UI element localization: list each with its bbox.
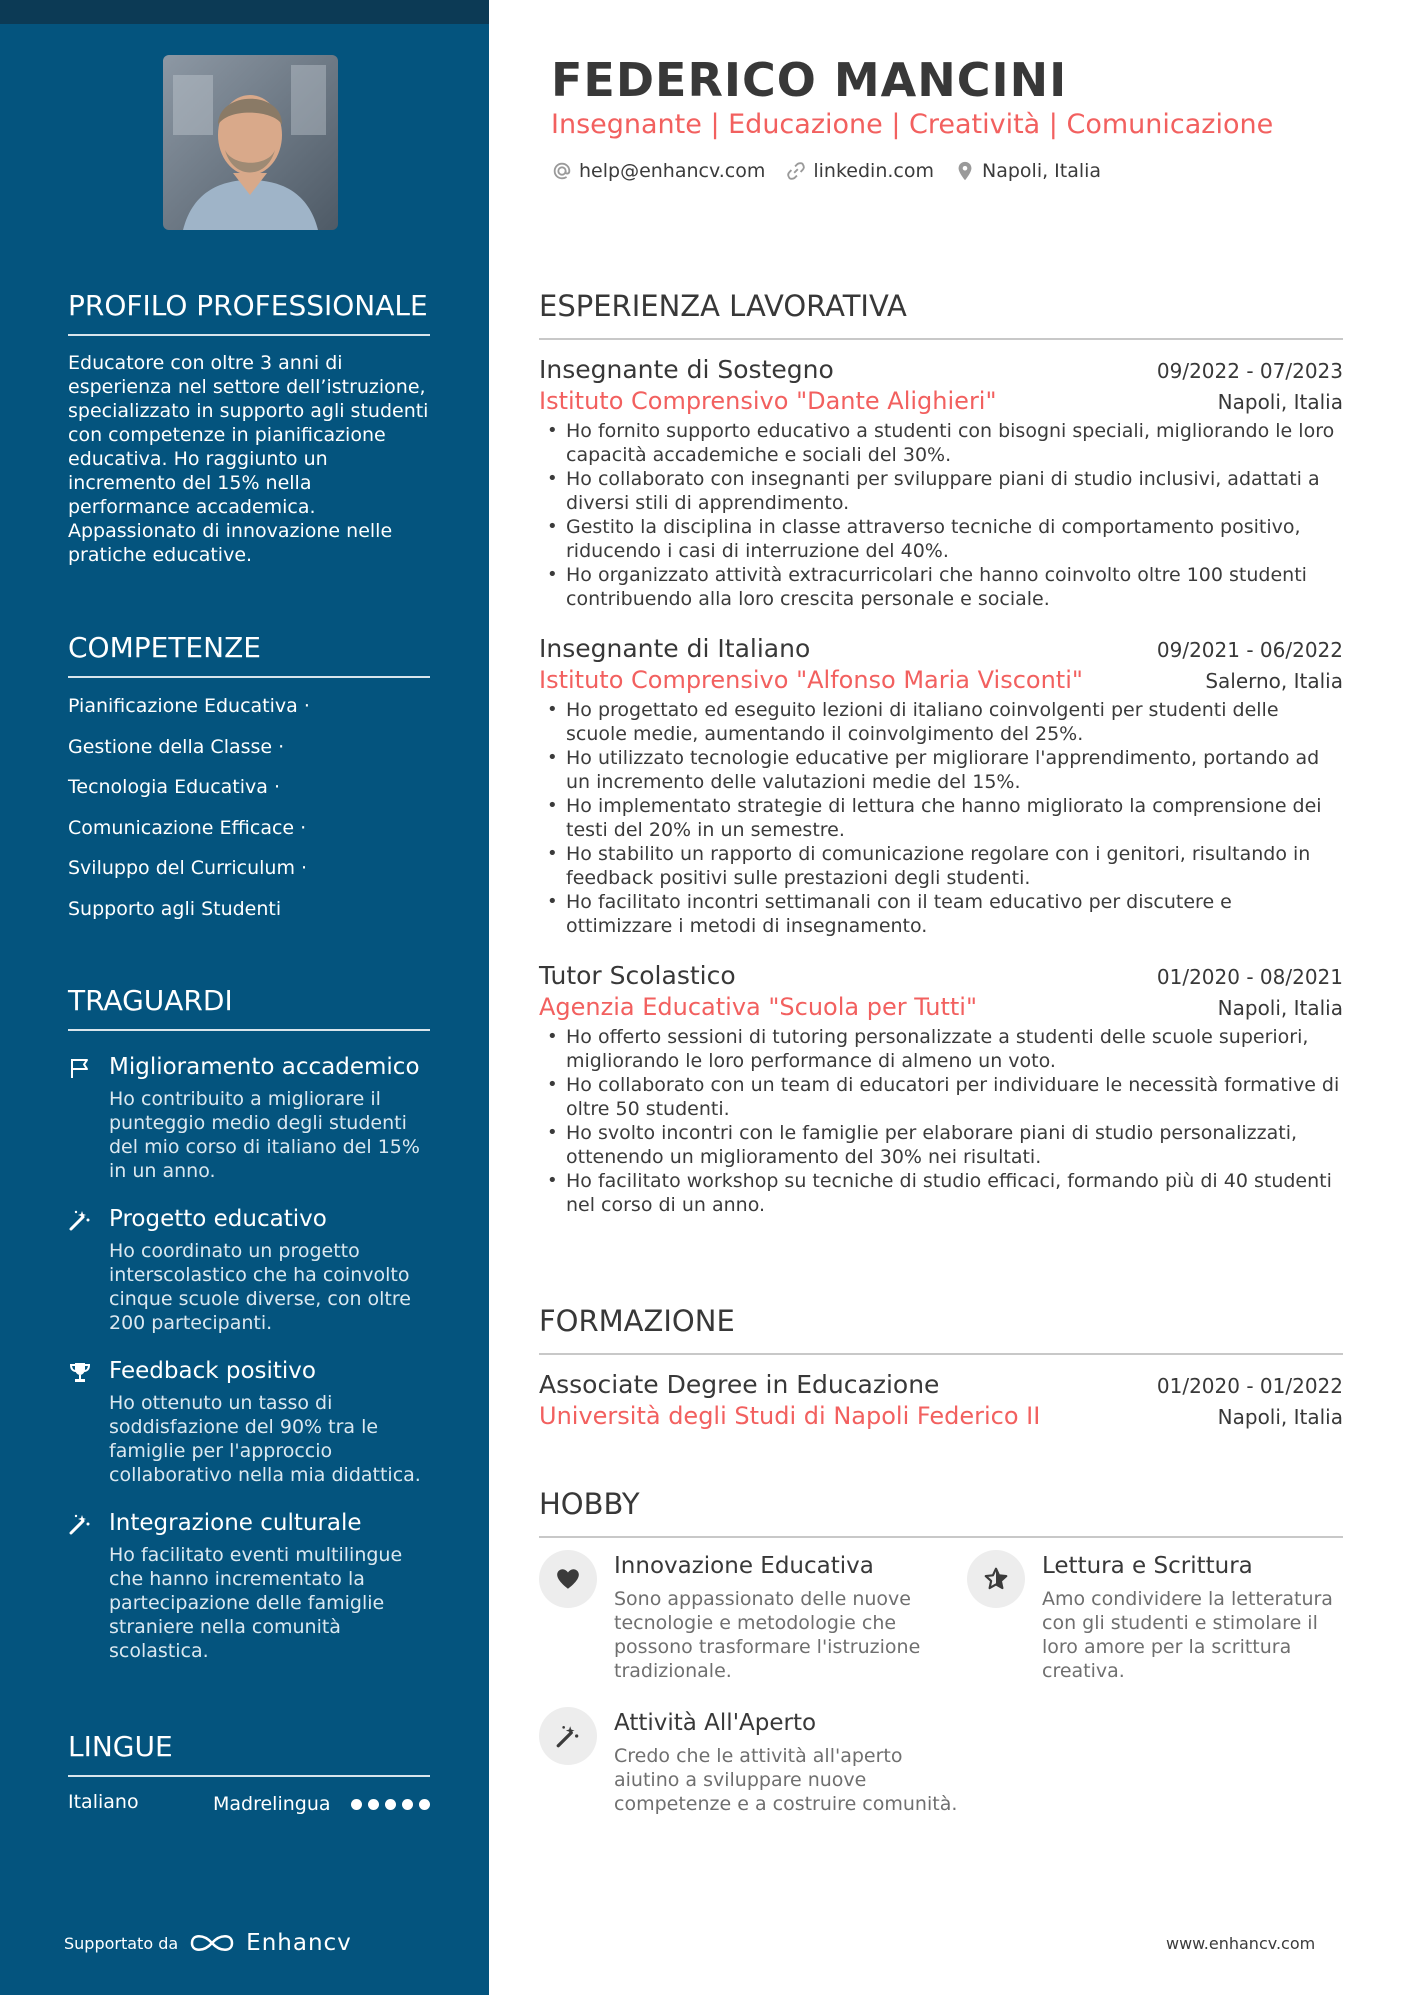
job-bullets <box>539 1025 1343 1217</box>
proficiency-dot <box>402 1799 413 1810</box>
job-bullet: • Ho offerto sessioni di tutoring personalizzate a studenti delle scuole superiori, migliorando le loro performance di almeno un voto. <box>539 1025 1343 1073</box>
achievement-item <box>68 1205 430 1335</box>
language-proficiency-dots <box>351 1799 430 1810</box>
achievement-item <box>68 1357 430 1487</box>
star-icon <box>983 1566 1009 1592</box>
job-company: Agenzia Educativa "Scuola per Tutti" <box>539 993 977 1021</box>
location-text: Napoli, Italia <box>982 160 1102 182</box>
job-bullet: • Ho facilitato incontri settimanali con il team educativo per discutere e ottimizzare i metodi di insegnamento. <box>539 890 1343 938</box>
divider <box>68 334 430 336</box>
magic-wand-icon <box>68 1512 92 1536</box>
job-bullet: • Ho organizzato attività extracurricolari che hanno coinvolto oltre 100 studenti contribuendo alla loro crescita personale e sociale. <box>539 563 1343 611</box>
powered-label: Supportato da <box>64 1933 179 1953</box>
link-icon <box>785 160 807 182</box>
job-dates: 01/2020 - 08/2021 <box>1156 965 1343 989</box>
hobbies-grid <box>539 1550 1343 1816</box>
job-location: Napoli, Italia <box>1217 996 1343 1020</box>
language-name: Italiano <box>68 1791 139 1813</box>
achievement-title: Integrazione culturale <box>109 1510 362 1536</box>
job-bullet: • Ho collaborato con un team di educatori per individuare le necessità formative di oltre 50 studenti. <box>539 1073 1343 1121</box>
skill-item: Supporto agli Studenti <box>68 897 282 920</box>
hobby-item <box>967 1550 1343 1683</box>
job-title: Insegnante di Sostegno <box>539 355 834 384</box>
hobby-description: Sono appassionato delle nuove tecnologie e metodologie che possono trasformare l'istruzione tradizionale. <box>614 1588 921 1682</box>
languages-section <box>68 1728 430 1821</box>
job-entry <box>539 960 1343 1217</box>
job-entry <box>539 354 1343 611</box>
sidebar <box>0 0 489 1995</box>
profile-photo <box>163 55 338 230</box>
contact-location <box>954 160 1101 182</box>
job-location: Napoli, Italia <box>1217 390 1343 414</box>
hobby-icon-circle <box>539 1550 597 1608</box>
profile-heading: PROFILO PROFESSIONALE <box>68 289 428 322</box>
degree-title: Associate Degree in Educazione <box>539 1370 940 1399</box>
achievement-title: Feedback positivo <box>109 1358 316 1384</box>
skill-item: Pianificazione Educativa · <box>68 695 310 717</box>
hobbies-heading: HOBBY <box>539 1487 640 1521</box>
job-bullet: • Gestito la disciplina in classe attraverso tecniche di comportamento positivo, riducendo i casi di interruzione del 40%. <box>539 515 1343 563</box>
job-bullet: • Ho facilitato workshop su tecniche di studio efficaci, formando più di 40 studenti nel corso di un anno. <box>539 1169 1343 1217</box>
skills-list <box>68 694 430 937</box>
candidate-name: FEDERICO MANCINI <box>551 53 1068 107</box>
proficiency-dot <box>368 1799 379 1810</box>
proficiency-dot <box>419 1799 430 1810</box>
achievements-section <box>68 982 430 1663</box>
education-entry <box>539 1369 1343 1431</box>
job-title: Tutor Scolastico <box>539 961 736 990</box>
experience-heading: ESPERIENZA LAVORATIVA <box>539 289 907 323</box>
hobby-title: Lettura e Scrittura <box>1042 1553 1253 1579</box>
profile-summary: Educatore con oltre 3 anni di esperienza nel settore dell’istruzione, specializzato in supporto agli studenti con competenze in pianificazione educativa. Ho raggiunto un incremento del 15% nella performance accademica. Appassionato di innovazione nelle pratiche educative. <box>68 352 429 566</box>
skill-item: Gestione della Classe · <box>68 735 285 758</box>
candidate-tagline: Insegnante | Educazione | Creatività | Comunicazione <box>551 109 1274 140</box>
achievement-title: Progetto educativo <box>109 1206 327 1232</box>
location-pin-icon <box>954 160 976 182</box>
contact-row <box>551 160 1101 182</box>
skills-section <box>68 629 430 937</box>
education-section <box>539 1303 1343 1431</box>
job-location: Salerno, Italia <box>1205 669 1343 693</box>
heart-icon <box>555 1566 581 1592</box>
job-entry <box>539 633 1343 938</box>
email-text: help@enhancv.com <box>579 160 766 182</box>
divider <box>539 1353 1343 1355</box>
job-bullet: • Ho fornito supporto educativo a studenti con bisogni speciali, migliorando le loro capacità accademiche e sociali del 30%. <box>539 419 1343 467</box>
magic-wand-icon <box>68 1208 92 1232</box>
hobby-item <box>539 1707 967 1816</box>
hobby-icon-circle <box>539 1707 597 1765</box>
skill-item: Tecnologia Educativa · <box>68 776 280 798</box>
skill-item: Comunicazione Efficace · <box>68 816 307 839</box>
hobby-description: Amo condividere la letteratura con gli studenti e stimolare il loro amore per la scrittura creativa. <box>1042 1588 1333 1682</box>
education-heading: FORMAZIONE <box>539 1304 735 1338</box>
school-name: Università degli Studi di Napoli Federico II <box>539 1402 1041 1430</box>
proficiency-dot <box>385 1799 396 1810</box>
divider <box>539 1536 1343 1538</box>
language-row <box>68 1791 430 1821</box>
footer-website[interactable]: www.enhancv.com <box>1166 1934 1316 1953</box>
job-bullet: • Ho utilizzato tecnologie educative per migliorare l'apprendimento, portando ad un incremento delle valutazioni medie del 15%. <box>539 746 1343 794</box>
job-bullets <box>539 419 1343 611</box>
flag-icon <box>68 1056 92 1080</box>
divider <box>68 1029 430 1031</box>
hobby-description: Credo che le attività all'aperto aiutino a sviluppare nuove competenze e a costruire comunità. <box>614 1745 958 1815</box>
experience-section <box>539 288 1343 1217</box>
proficiency-dot <box>351 1799 362 1810</box>
language-level: Madrelingua <box>213 1793 331 1815</box>
hobby-title: Innovazione Educativa <box>614 1553 874 1579</box>
trophy-icon <box>68 1360 92 1384</box>
achievement-description: Ho facilitato eventi multilingue che hanno incrementato la partecipazione delle famiglie straniere nella comunità scolastica. <box>109 1544 403 1662</box>
achievement-item <box>68 1509 430 1663</box>
profile-section <box>68 287 430 567</box>
skill-item: Sviluppo del Curriculum · <box>68 857 308 879</box>
school-location: Napoli, Italia <box>1217 1405 1343 1429</box>
magic-wand-icon <box>555 1723 581 1749</box>
at-icon <box>551 160 573 182</box>
job-dates: 09/2022 - 07/2023 <box>1156 359 1343 383</box>
hobby-icon-circle <box>967 1550 1025 1608</box>
divider <box>539 338 1343 340</box>
job-bullet: • Ho progettato ed eseguito lezioni di italiano coinvolgenti per studenti delle scuole medie, aumentando il coinvolgimento del 25%. <box>539 698 1343 746</box>
achievement-title: Miglioramento accademico <box>109 1054 420 1080</box>
skills-heading: COMPETENZE <box>68 631 261 664</box>
contact-email[interactable] <box>551 160 765 182</box>
achievement-description: Ho ottenuto un tasso di soddisfazione del 90% tra le famiglie per l'approccio collaborativo nella mia didattica. <box>109 1392 421 1486</box>
education-dates: 01/2020 - 01/2022 <box>1156 1374 1343 1398</box>
job-bullet: • Ho stabilito un rapporto di comunicazione regolare con i genitori, risultando in feedback positivi sulle prestazioni degli studenti. <box>539 842 1343 890</box>
powered-by <box>64 1930 352 1956</box>
job-dates: 09/2021 - 06/2022 <box>1156 638 1343 662</box>
enhancv-logo-icon <box>188 1930 236 1956</box>
job-bullets <box>539 698 1343 938</box>
achievement-description: Ho contribuito a migliorare il punteggio medio degli studenti del mio corso di italiano del 15% in un anno. <box>109 1088 420 1182</box>
brand-name: Enhancv <box>246 1930 352 1956</box>
hobbies-section <box>539 1486 1343 1816</box>
achievements-heading: TRAGUARDI <box>68 984 233 1017</box>
job-title: Insegnante di Italiano <box>539 634 811 663</box>
contact-linkedin[interactable] <box>785 160 934 182</box>
hobby-title: Attività All'Aperto <box>614 1710 817 1736</box>
achievement-description: Ho coordinato un progetto interscolastico che ha coinvolto cinque scuole diverse, con oltre 200 partecipanti. <box>109 1240 411 1334</box>
divider <box>68 676 430 678</box>
divider <box>68 1775 430 1777</box>
languages-heading: LINGUE <box>68 1730 173 1763</box>
sidebar-top-bar <box>0 0 489 24</box>
job-bullet: • Ho svolto incontri con le famiglie per elaborare piani di studio personalizzati, ottenendo un miglioramento del 30% nei risultati. <box>539 1121 1343 1169</box>
job-company: Istituto Comprensivo "Alfonso Maria Visconti" <box>539 666 1083 694</box>
hobby-item <box>539 1550 967 1683</box>
linkedin-text: linkedin.com <box>813 160 934 182</box>
job-company: Istituto Comprensivo "Dante Alighieri" <box>539 387 997 415</box>
achievement-item <box>68 1053 430 1183</box>
job-bullet: • Ho implementato strategie di lettura che hanno migliorato la comprensione dei testi del 20% in un semestre. <box>539 794 1343 842</box>
job-bullet: • Ho collaborato con insegnanti per sviluppare piani di studio inclusivi, adattati a diversi stili di apprendimento. <box>539 467 1343 515</box>
